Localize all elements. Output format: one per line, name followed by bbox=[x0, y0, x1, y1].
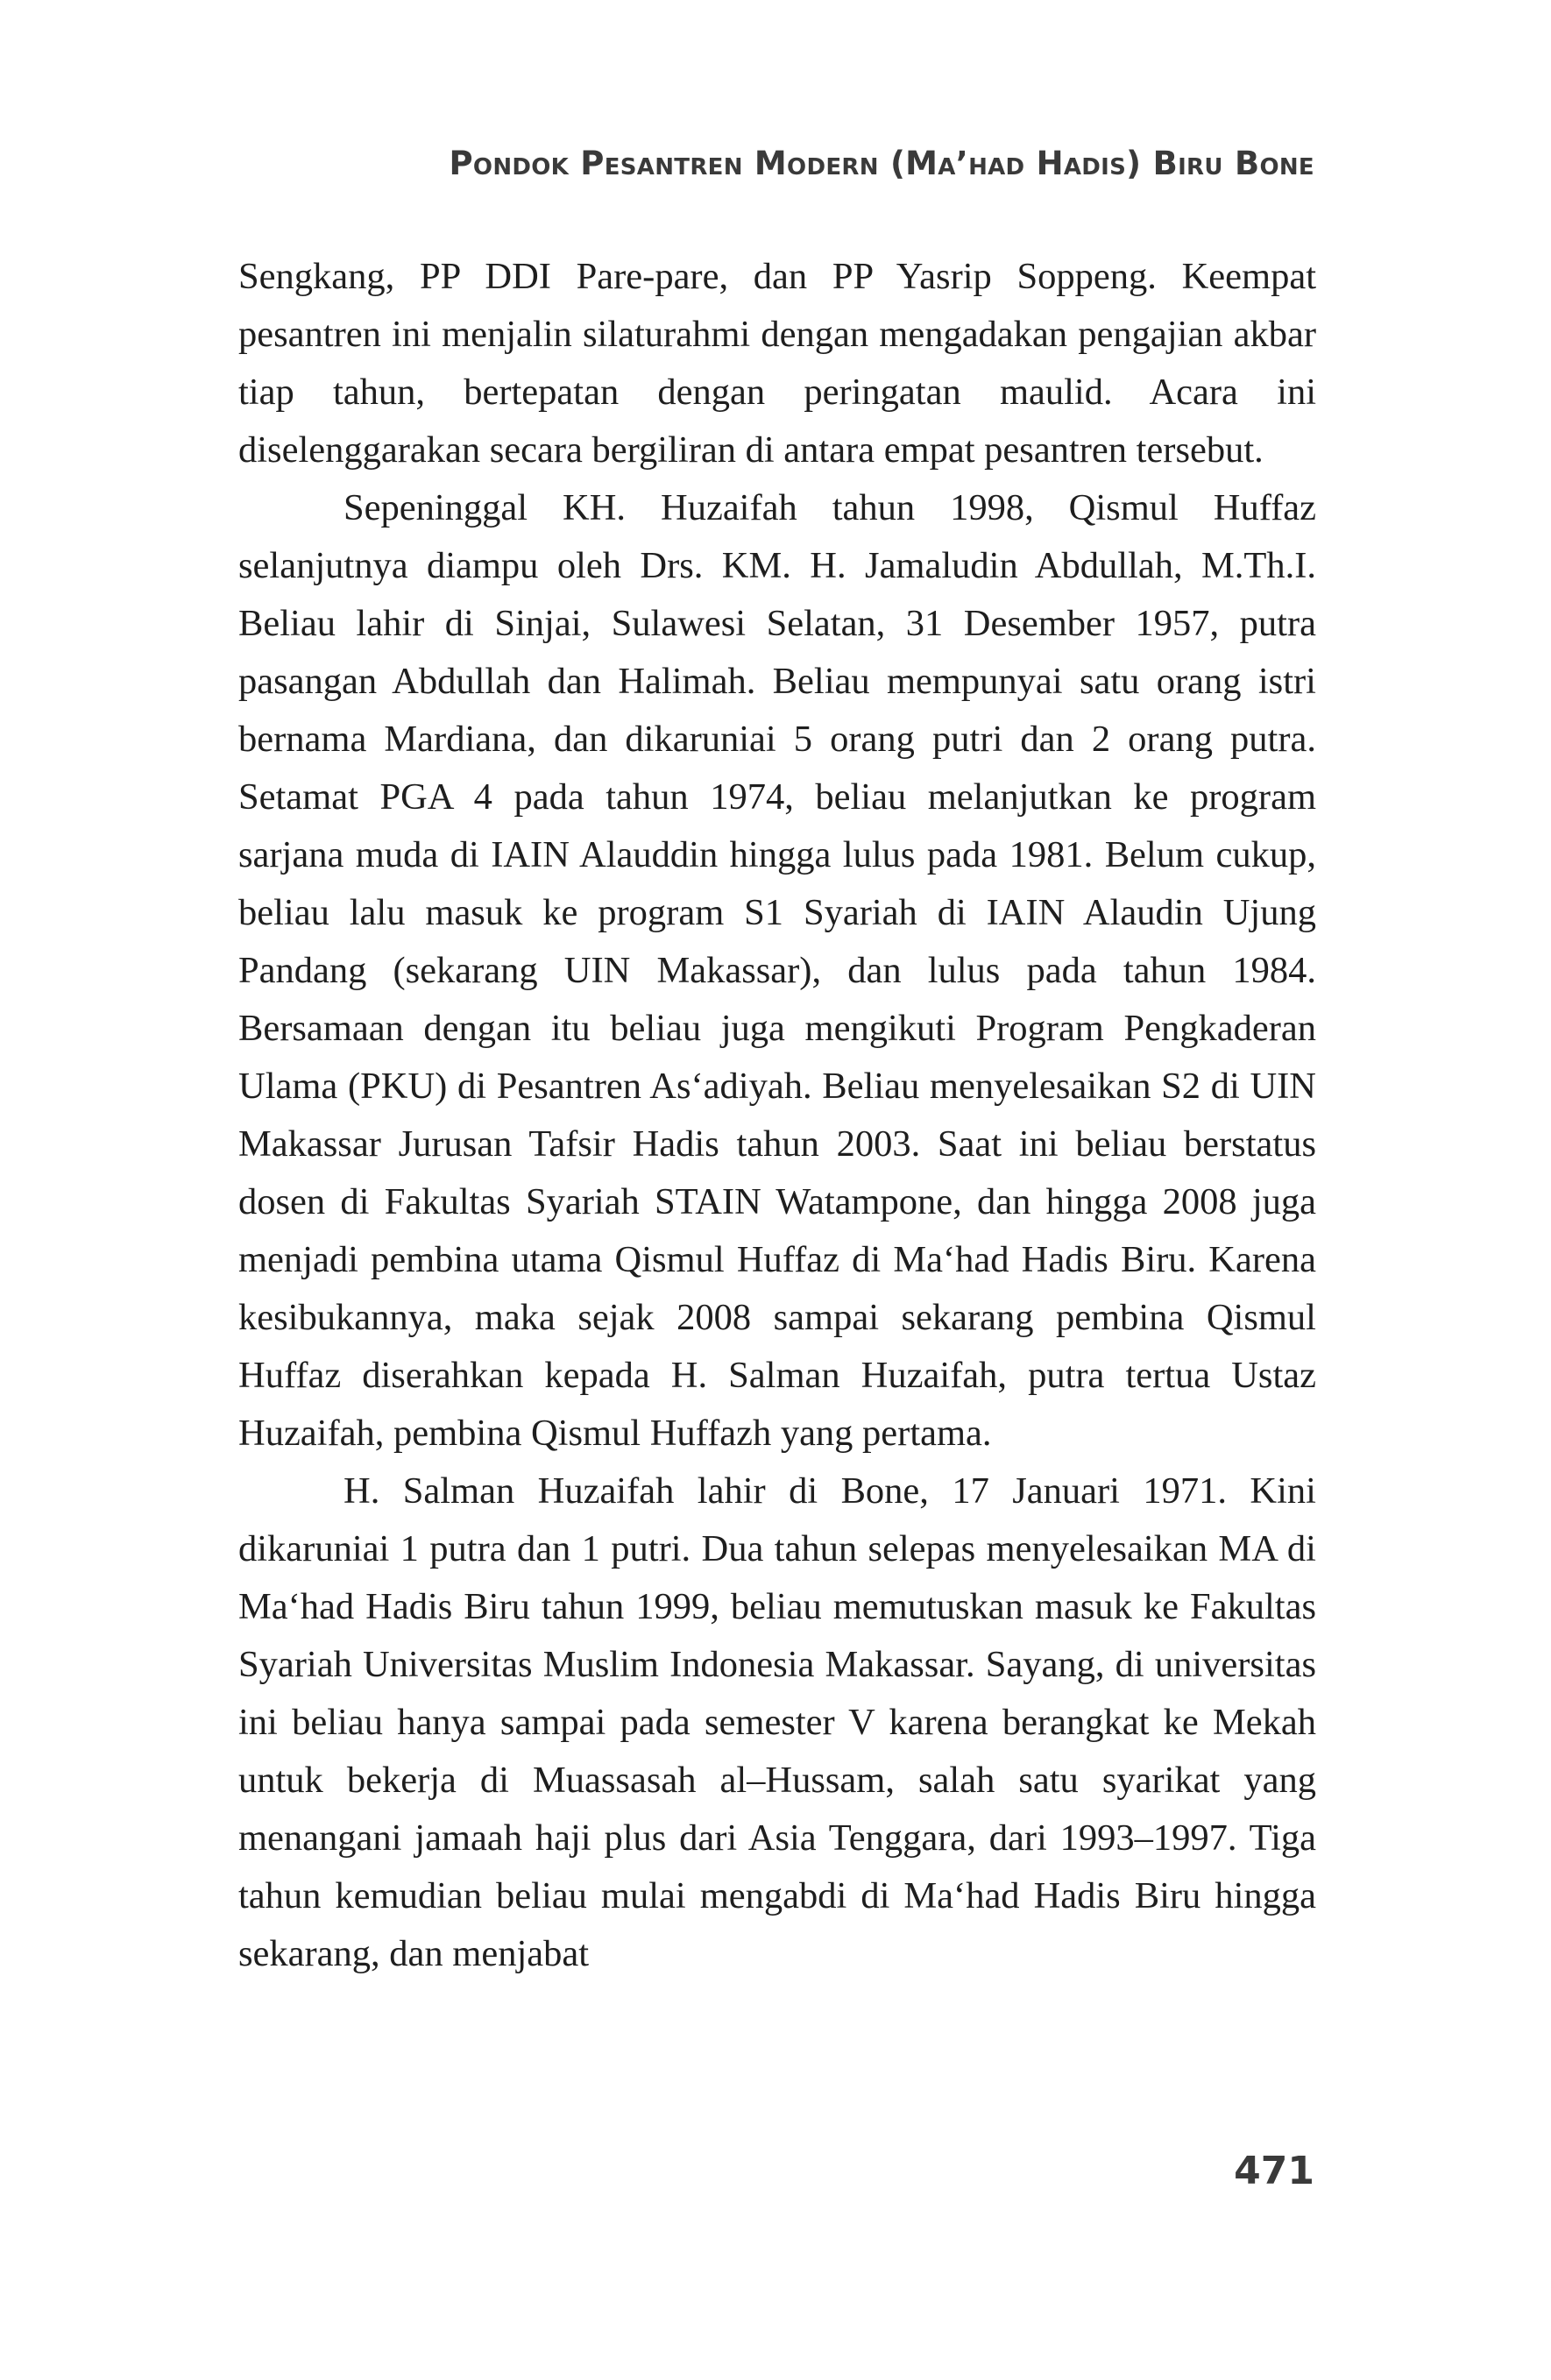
paragraph-3: H. Salman Huzaifah lahir di Bone, 17 Januari 1971. Kini dikaruniai 1 putra dan 1 putri. Dua tahun selepas menyelesaikan MA di Ma‘had Hadis Biru tahun 1999, beliau memutuskan masuk ke Fakultas Syariah Universitas Muslim Indonesia Makassar. Sayang, di universitas ini beliau hanya sampai pada semester V karena berangkat ke Mekah untuk bekerja di Muassasah al–Hussam, salah satu syarikat yang menangani jamaah haji plus dari Asia Tenggara, dari 1993–1997. Tiga tahun kemudian beliau mulai mengabdi di Ma‘had Hadis Biru hingga sekarang, dan menjabat bbox=[238, 1470, 1316, 1974]
page-number: 471 bbox=[1234, 2149, 1314, 2193]
body-text bbox=[238, 248, 1316, 1983]
paragraph-1: Sengkang, PP DDI Pare-pare, dan PP Yasrip Soppeng. Keempat pesantren ini menjalin silaturahmi dengan mengadakan pengajian akbar tiap tahun, bertepatan dengan peringatan maulid. Acara ini diselenggarakan secara bergiliran di antara empat pesantren tersebut. bbox=[238, 256, 1316, 471]
paragraph-2: Sepeninggal KH. Huzaifah tahun 1998, Qismul Huffaz selanjutnya diampu oleh Drs. KM. H. Jamaludin Abdullah, M.Th.I. Beliau lahir di Sinjai, Sulawesi Selatan, 31 Desember 1957, putra pasangan Abdullah dan Halimah. Beliau mempunyai satu orang istri bernama Mardiana, dan dikaruniai 5 orang putri dan 2 orang putra. Setamat PGA 4 pada tahun 1974, beliau melanjutkan ke program sarjana muda di IAIN Alauddin hingga lulus pada 1981. Belum cukup, beliau lalu masuk ke program S1 Syariah di IAIN Alaudin Ujung Pandang (sekarang UIN Makassar), dan lulus pada tahun 1984. Bersamaan dengan itu beliau juga mengikuti Program Pengkaderan Ulama (PKU) di Pesantren As‘adiyah. Beliau menyelesaikan S2 di UIN Makassar Jurusan Tafsir Hadis tahun 2003. Saat ini beliau berstatus dosen di Fakultas Syariah STAIN Watampone, dan hingga 2008 juga menjadi pembina utama Qismul Huffaz di Ma‘had Hadis Biru. Karena kesibukannya, maka sejak 2008 sampai sekarang pembina Qismul Huffaz diserahkan kepada H. Salman Huzaifah, putra tertua Ustaz Huzaifah, pembina Qismul Huffazh yang pertama. bbox=[238, 487, 1316, 1454]
running-head-title: Pondok Pesantren Modern (Ma’had Hadis) Biru Bone bbox=[449, 145, 1314, 182]
